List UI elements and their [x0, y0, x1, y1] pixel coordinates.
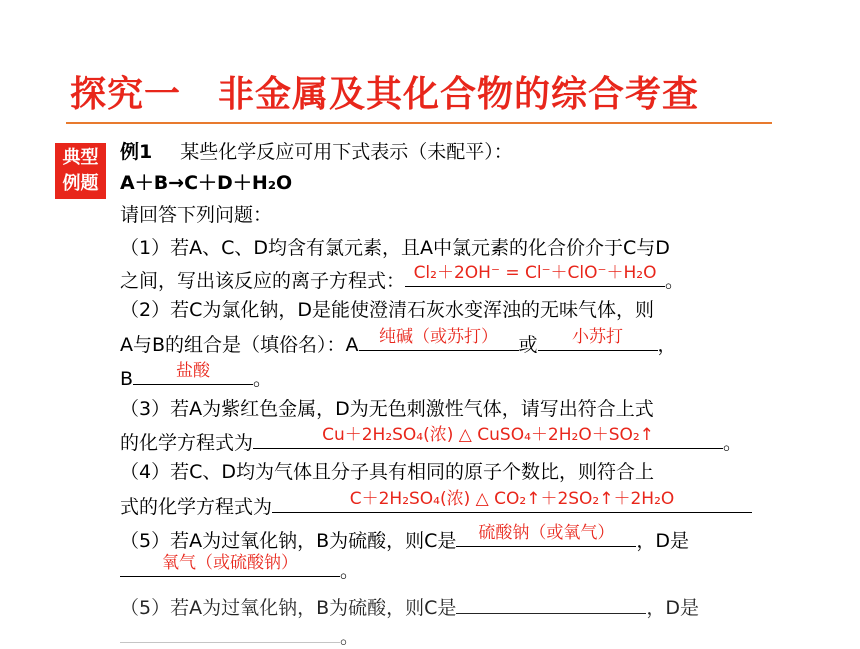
q5-answer-c: 硫酸钠（或氧气）: [478, 523, 615, 543]
q3-answer: Cu＋2H₂SO₄(浓) △ CuSO₄＋2H₂O＋SO₂↑: [322, 425, 654, 445]
q2-or: 或: [518, 334, 538, 356]
example-badge: [55, 143, 106, 199]
q1-prompt: 之间，写出该反应的离子方程式：: [120, 270, 406, 292]
badge-line-1: 典型: [62, 147, 99, 168]
q5-duplicate-blank-d[interactable]: [120, 622, 340, 643]
reaction-equation: A＋B→C＋D＋H₂O: [120, 172, 293, 194]
q3-prompt: 的化学方程式为: [120, 432, 254, 454]
q3-answer-blank[interactable]: [253, 425, 723, 449]
q2-answer-a: 纯碱（或苏打）: [379, 327, 499, 347]
q5-answer-d-blank[interactable]: [120, 553, 340, 577]
q2-prompt: A与B的组合是（填俗名）：A: [120, 334, 359, 356]
q5-line-b: [120, 553, 360, 583]
q3-line-b: [120, 425, 743, 455]
q2-period: 。: [253, 368, 273, 390]
intro-text: 某些化学反应可用下式表示（未配平）：: [180, 141, 513, 163]
q5-prompt: （5）若A为过氧化钠，B为硫酸，则C是: [120, 530, 457, 552]
question-prompt: 请回答下列问题：: [120, 204, 273, 226]
q5-duplicate-prompt: （5）若A为过氧化钠，B为硫酸，则C是: [120, 597, 457, 619]
q2-answer-b-blank[interactable]: [133, 361, 253, 385]
title-divider: [66, 122, 772, 124]
q5-duplicate-d-label: ，D是: [646, 597, 700, 619]
q3-line-a: （3）若A为紫红色金属，D为无色刺激性气体，请写出符合上式: [120, 398, 654, 420]
q2-comma: ，: [657, 334, 677, 356]
q1-answer-blank[interactable]: [405, 263, 665, 287]
q4-prompt: 式的化学方程式为: [120, 496, 273, 518]
q2-answer-b: 盐酸: [176, 361, 211, 381]
q1-line-b: [120, 263, 685, 293]
q5-answer-c-blank[interactable]: [456, 523, 636, 547]
badge-line-2: 例题: [62, 173, 99, 194]
q5-period: 。: [340, 560, 360, 582]
q5-duplicate-line-a: [120, 593, 699, 620]
q2-line-b: [120, 327, 677, 357]
q5-d-label: ，D是: [636, 530, 690, 552]
q1-line-a: （1）若A、C、D均含有氯元素，且A中氯元素的化合价介于C与D: [120, 237, 670, 259]
q2-answer-a2-blank[interactable]: [538, 327, 658, 351]
q5-line-a: [120, 523, 690, 553]
q5-answer-d: 氧气（或硫酸钠）: [162, 553, 298, 573]
q2-answer-a2: 小苏打: [572, 327, 624, 347]
q4-answer: C＋2H₂SO₄(浓) △ CO₂↑＋2SO₂↑＋2H₂O: [349, 489, 675, 509]
q4-answer-blank[interactable]: [272, 489, 752, 513]
q1-answer: Cl₂＋2OH⁻ = Cl⁻＋ClO⁻＋H₂O: [413, 263, 657, 283]
q2-line-a: （2）若C为氯化钠，D是能使澄清石灰水变浑浊的无味气体，则: [120, 299, 654, 321]
q4-line-a: （4）若C、D均为气体且分子具有相同的原子个数比，则符合上: [120, 461, 654, 483]
q2-answer-a-blank[interactable]: [359, 327, 519, 351]
q1-period: 。: [665, 270, 685, 292]
q5-duplicate-blank-c[interactable]: [456, 593, 646, 614]
q2-b-prefix: B: [120, 368, 134, 390]
q5-duplicate-period: 。: [340, 626, 360, 648]
intro-line: [120, 140, 513, 164]
q3-period: 。: [723, 432, 743, 454]
page-title: 探究一 非金属及其化合物的综合考查: [70, 74, 700, 115]
example-label: 例1: [120, 141, 153, 163]
q4-line-b: [120, 489, 752, 519]
q2-line-c: [120, 361, 273, 391]
